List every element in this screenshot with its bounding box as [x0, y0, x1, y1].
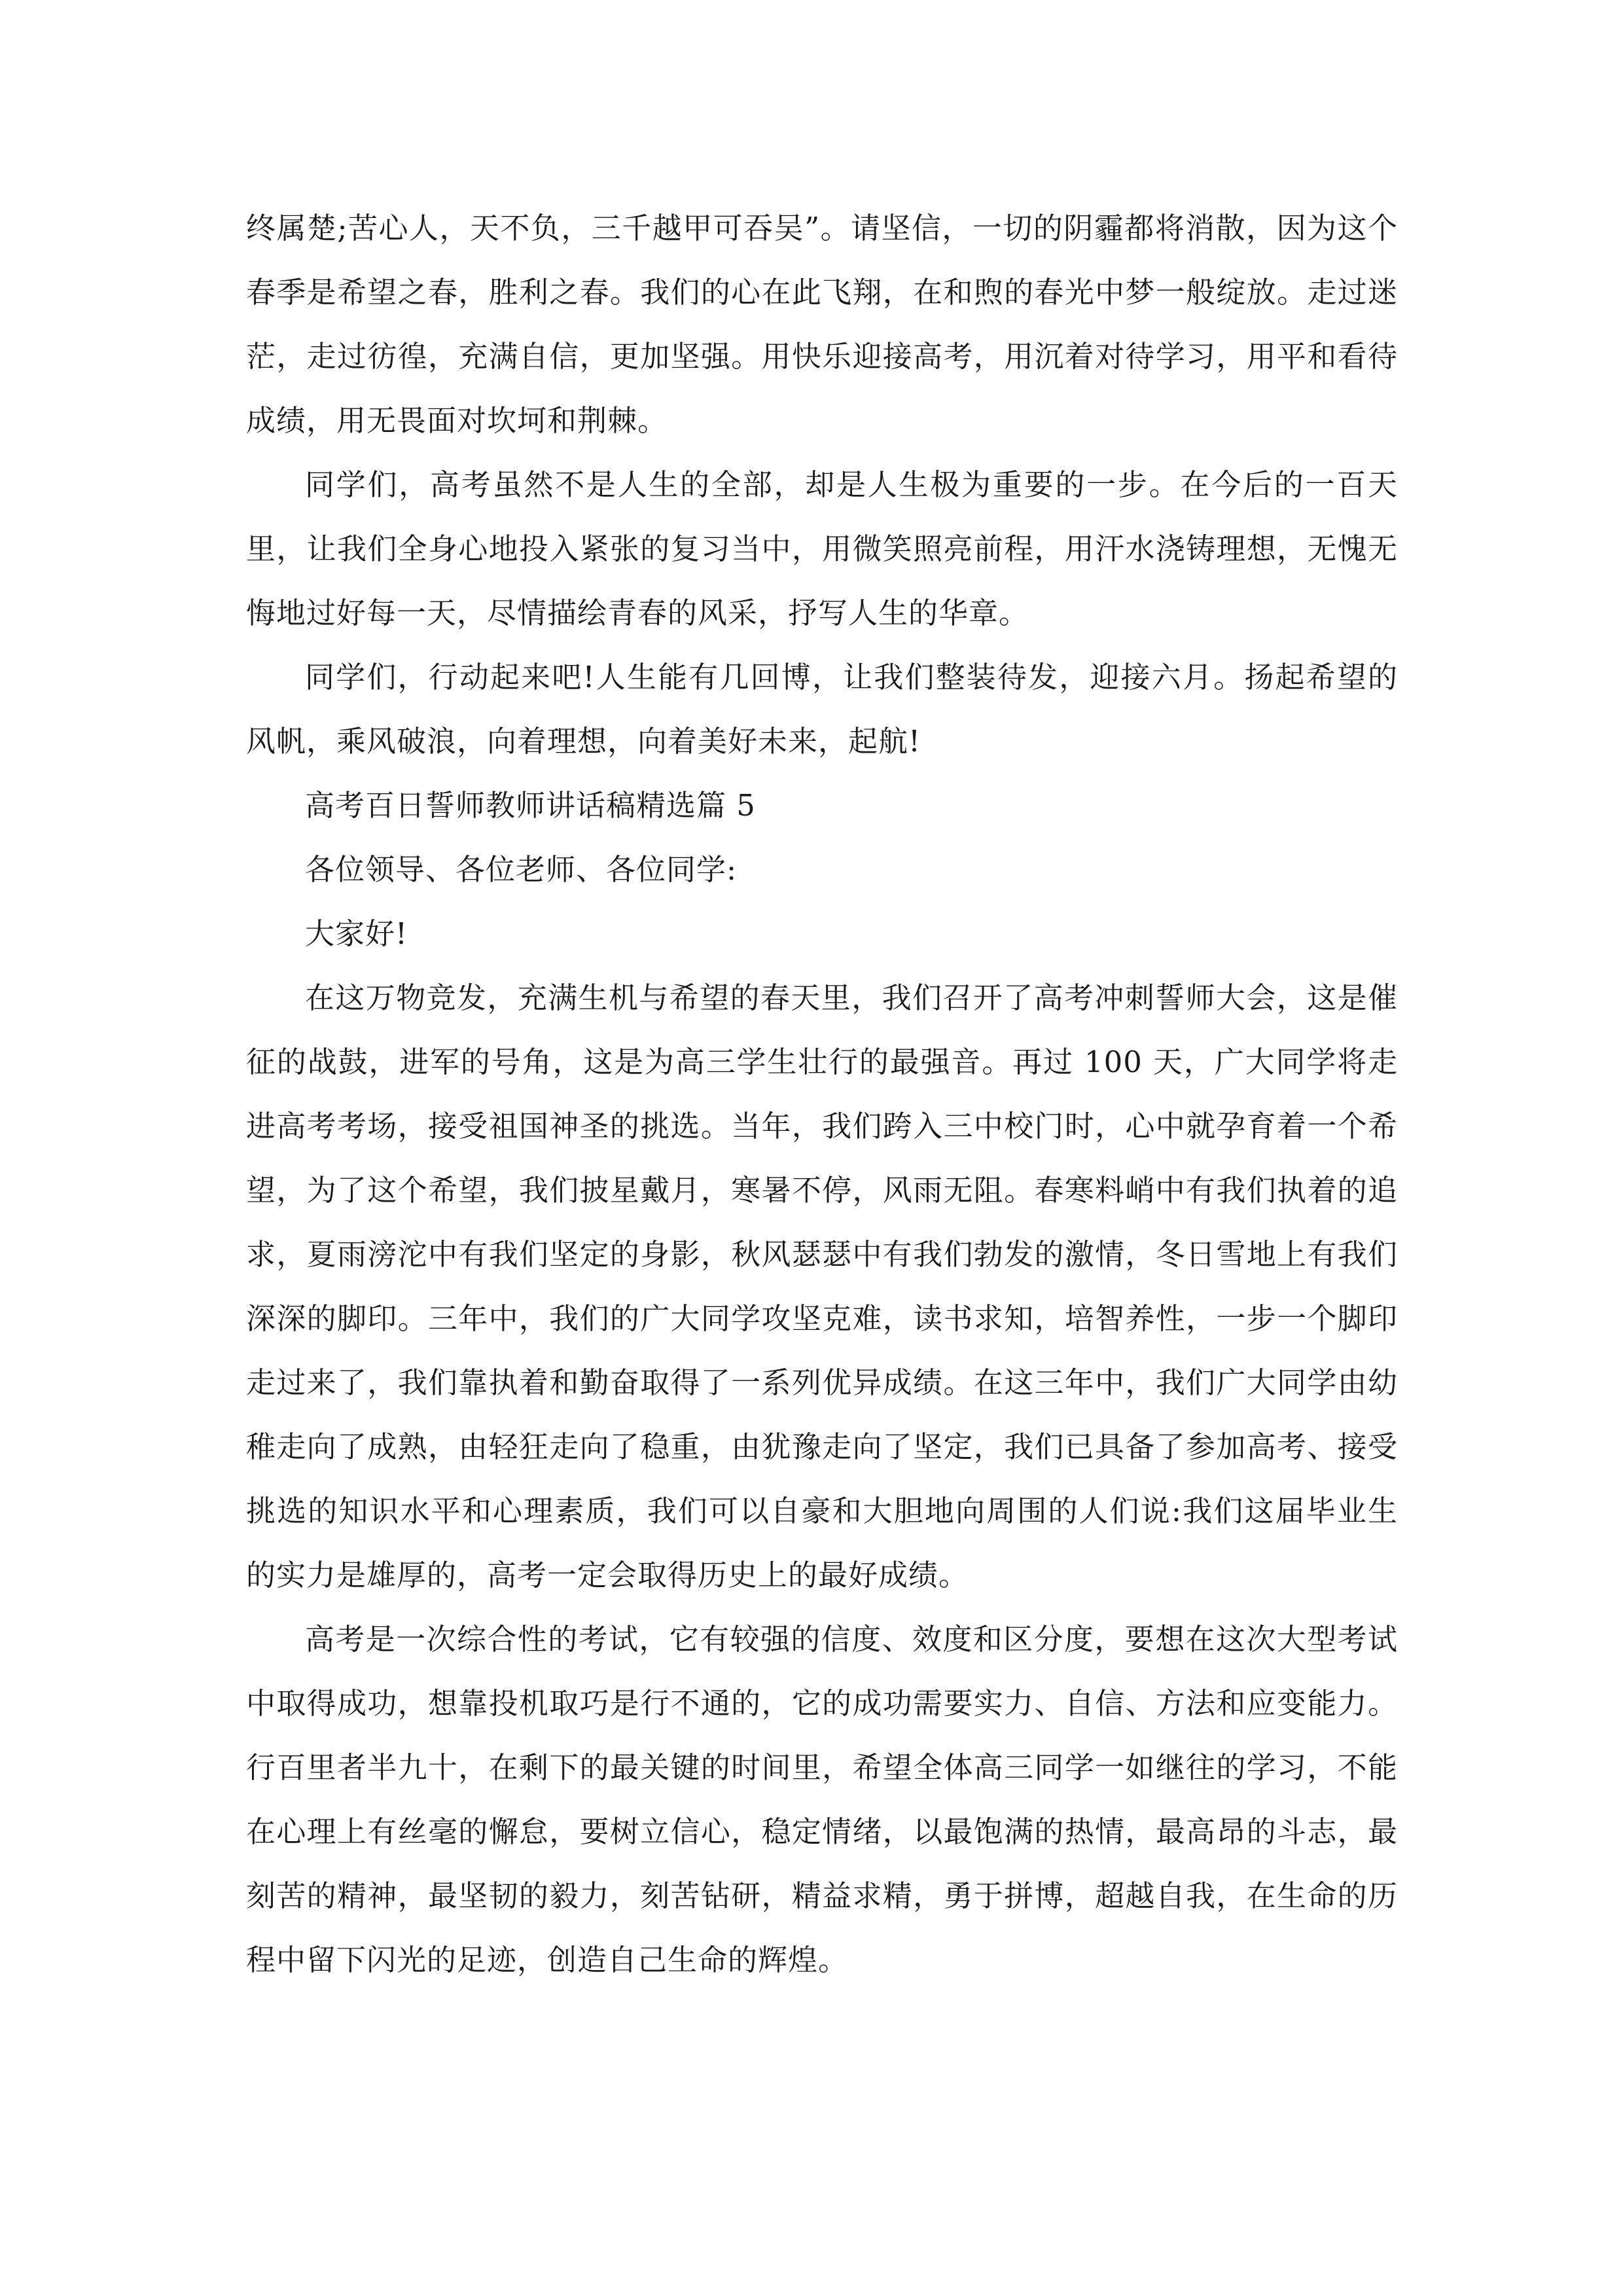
paragraph-classmates-exam: 同学们，高考虽然不是人生的全部，却是人生极为重要的一步。在今后的一百天里，让我们全身心地投入紧张的复习当中，用微笑照亮前程，用汗水浇铸理想，无愧无悔地过好每一天，尽情描绘青春的风采，抒写人生的华章。	[246, 467, 1398, 630]
paragraph-spring-rally: 在这万物竞发，充满生机与希望的春天里，我们召开了高考冲刺誓师大会，这是催征的战鼓，进军的号角，这是为高三学生壮行的最强音。再过 100 天，广大同学将走进高考考场，接受祖国神圣的挑选。当年，我们跨入三中校门时，心中就孕育着一个希望，为了这个希望，我们披星戴月，寒暑不停，风雨无阻。春寒料峭中有我们执着的追求，夏雨滂沱中有我们坚定的身影，秋风瑟瑟中有我们勃发的激情，冬日雪地上有我们深深的脚印。三年中，我们的广大同学攻坚克难，读书求知，培智养性，一步一个脚印走过来了，我们靠执着和勤奋取得了一系列优异成绩。在这三年中，我们广大同学由幼稚走向了成熟，由轻狂走向了稳重，由犹豫走向了坚定，我们已具备了参加高考、接受挑选的知识水平和心理素质，我们可以自豪和大胆地向周围的人们说:我们这届毕业生的实力是雄厚的，高考一定会取得历史上的最好成绩。	[246, 980, 1398, 1592]
paragraph-classmates-action: 同学们，行动起来吧!人生能有几回博，让我们整装待发，迎接六月。扬起希望的风帆，乘风破浪，向着理想，向着美好未来，起航!	[246, 660, 1398, 759]
paragraph-continuation: 终属楚;苦心人，天不负，三千越甲可吞吴”。请坚信，一切的阴霾都将消散，因为这个春季是希望之春，胜利之春。我们的心在此飞翔，在和煦的春光中梦一般绽放。走过迷茫，走过彷徨，充满自信，更加坚强。用快乐迎接高考，用沉着对待学习，用平和看待成绩，用无畏面对坎坷和荆棘。	[246, 211, 1398, 438]
greeting: 大家好!	[305, 916, 408, 951]
paragraph-exam-nature: 高考是一次综合性的考试，它有较强的信度、效度和区分度，要想在这次大型考试中取得成功，想靠投机取巧是行不通的，它的成功需要实力、自信、方法和应变能力。行百里者半九十，在剩下的最关键的时间里，希望全体高三同学一如继往的学习，不能在心理上有丝毫的懈怠，要树立信心，稳定情绪，以最饱满的热情，最高昂的斗志，最刻苦的精神，最坚韧的毅力，刻苦钻研，精益求精，勇于拼博，超越自我，在生命的历程中留下闪光的足迹，创造自己生命的辉煌。	[246, 1622, 1398, 1977]
document-page	[246, 196, 1398, 1992]
section-title: 高考百日誓师教师讲话稿精选篇 5	[305, 788, 756, 823]
salutation: 各位领导、各位老师、各位同学:	[305, 852, 738, 887]
